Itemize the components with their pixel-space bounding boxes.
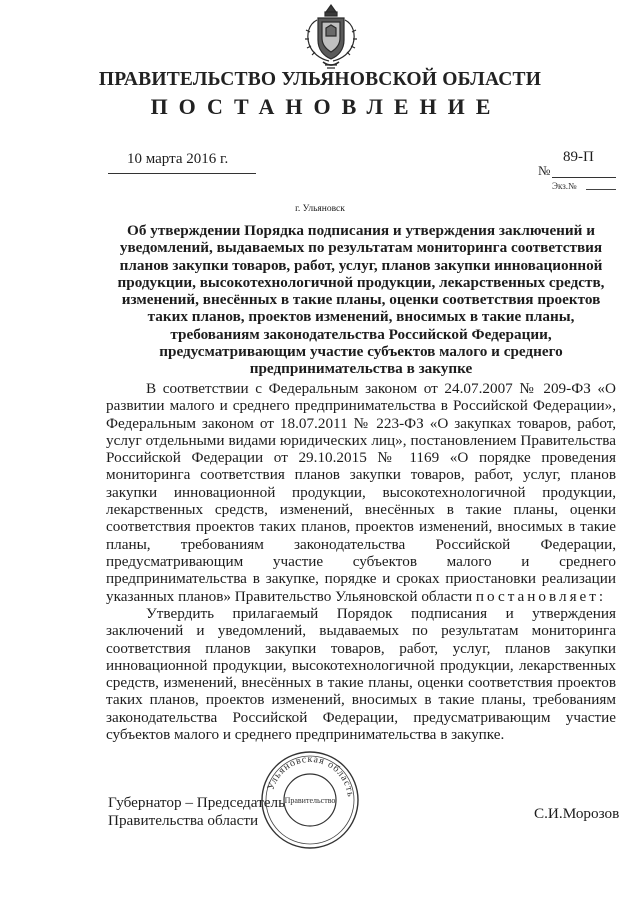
city-label: г. Ульяновск [295, 204, 345, 214]
seal-outer-text: Ульяновская область [265, 753, 356, 799]
date-underline [108, 173, 256, 174]
position-line-1: Губернатор – Председатель [108, 794, 285, 811]
number-underline [552, 177, 616, 178]
decree-number: 89-П [563, 149, 594, 165]
seal-inner-text: Правительство [284, 796, 336, 805]
number-prefix: № [538, 163, 551, 178]
decree-heading: Об утверждении Порядка подписания и утверждения заключений и уведомлений, выдаваемых по результатам мониторинга соответствия планов закупки товаров, работ, услуг, планов закупки инновационной продукции, высокотехнологичной продукции, лекарственных средств, изменений, внесённых в такие планы, оценки соответствия проектов таких планов, проектов изменений, вносимых в такие планы, требованиям законодательства Российской Федерации, предусматривающим участие субъектов малого и среднего предпринимательства в закупке [117, 222, 605, 378]
official-seal [258, 748, 362, 852]
copy-number-label: Экз.№ [552, 181, 577, 191]
decree-word: постановляет: [475, 587, 607, 605]
preamble-paragraph [106, 380, 616, 605]
copy-number-underline [586, 189, 616, 190]
svg-text:Ульяновская область [266, 754, 356, 798]
position-line-2: Правительства области [108, 811, 259, 829]
decree-date: 10 марта 2016 г. [127, 151, 229, 167]
signatory-name: С.И.Морозов [534, 805, 620, 822]
preamble-text: В соответствии с Федеральным законом от 24.07.2007 № 209-ФЗ «О развитии малого и среднего предпринимательства в Российской Федерации», Федеральным законом от 18.07.2011 № 223-ФЗ «О закупках товаров, работ, услуг отдельными видами юридических лиц», постановлением Правительства Российской Федерации от 29.10.2015 № 1169 «О порядке проведения мониторинга соответствия планов закупки товаров, работ, услуг, планов закупки инновационной продукции, высокотехнологичной продукции, лекарственных средств, изменений, внесённых в такие планы, оценки соответствия проектов таких планов, проектов изменений, вносимых в такие планы, требованиям законодательства Российской Федерации, предусматривающим участие субъектов малого и среднего предпринимательства в закупке, порядке и сроках приостановки реализации указанных планов» Правительство Ульяновской области [106, 380, 616, 605]
document-type-title: ПОСТАНОВЛЕНИЕ [150, 94, 502, 119]
coat-of-arms-emblem [296, 2, 366, 74]
resolution-paragraph: Утвердить прилагаемый Порядок подписания и утверждения заключений и уведомлений, выдаваемых по результатам мониторинга соответствия планов закупки товаров, работ, услуг, планов закупки инновационной продукции, высокотехнологичной продукции, лекарственных средств, изменений, внесённых в такие планы, оценки соответствия проектов таких планов, проектов изменений, вносимых в такие планы, требованиям законодательства Российской Федерации, предусматривающим участие субъектов малого и среднего предпринимательства в закупке. [106, 605, 616, 744]
government-title: ПРАВИТЕЛЬСТВО УЛЬЯНОВСКОЙ ОБЛАСТИ [98, 69, 542, 90]
